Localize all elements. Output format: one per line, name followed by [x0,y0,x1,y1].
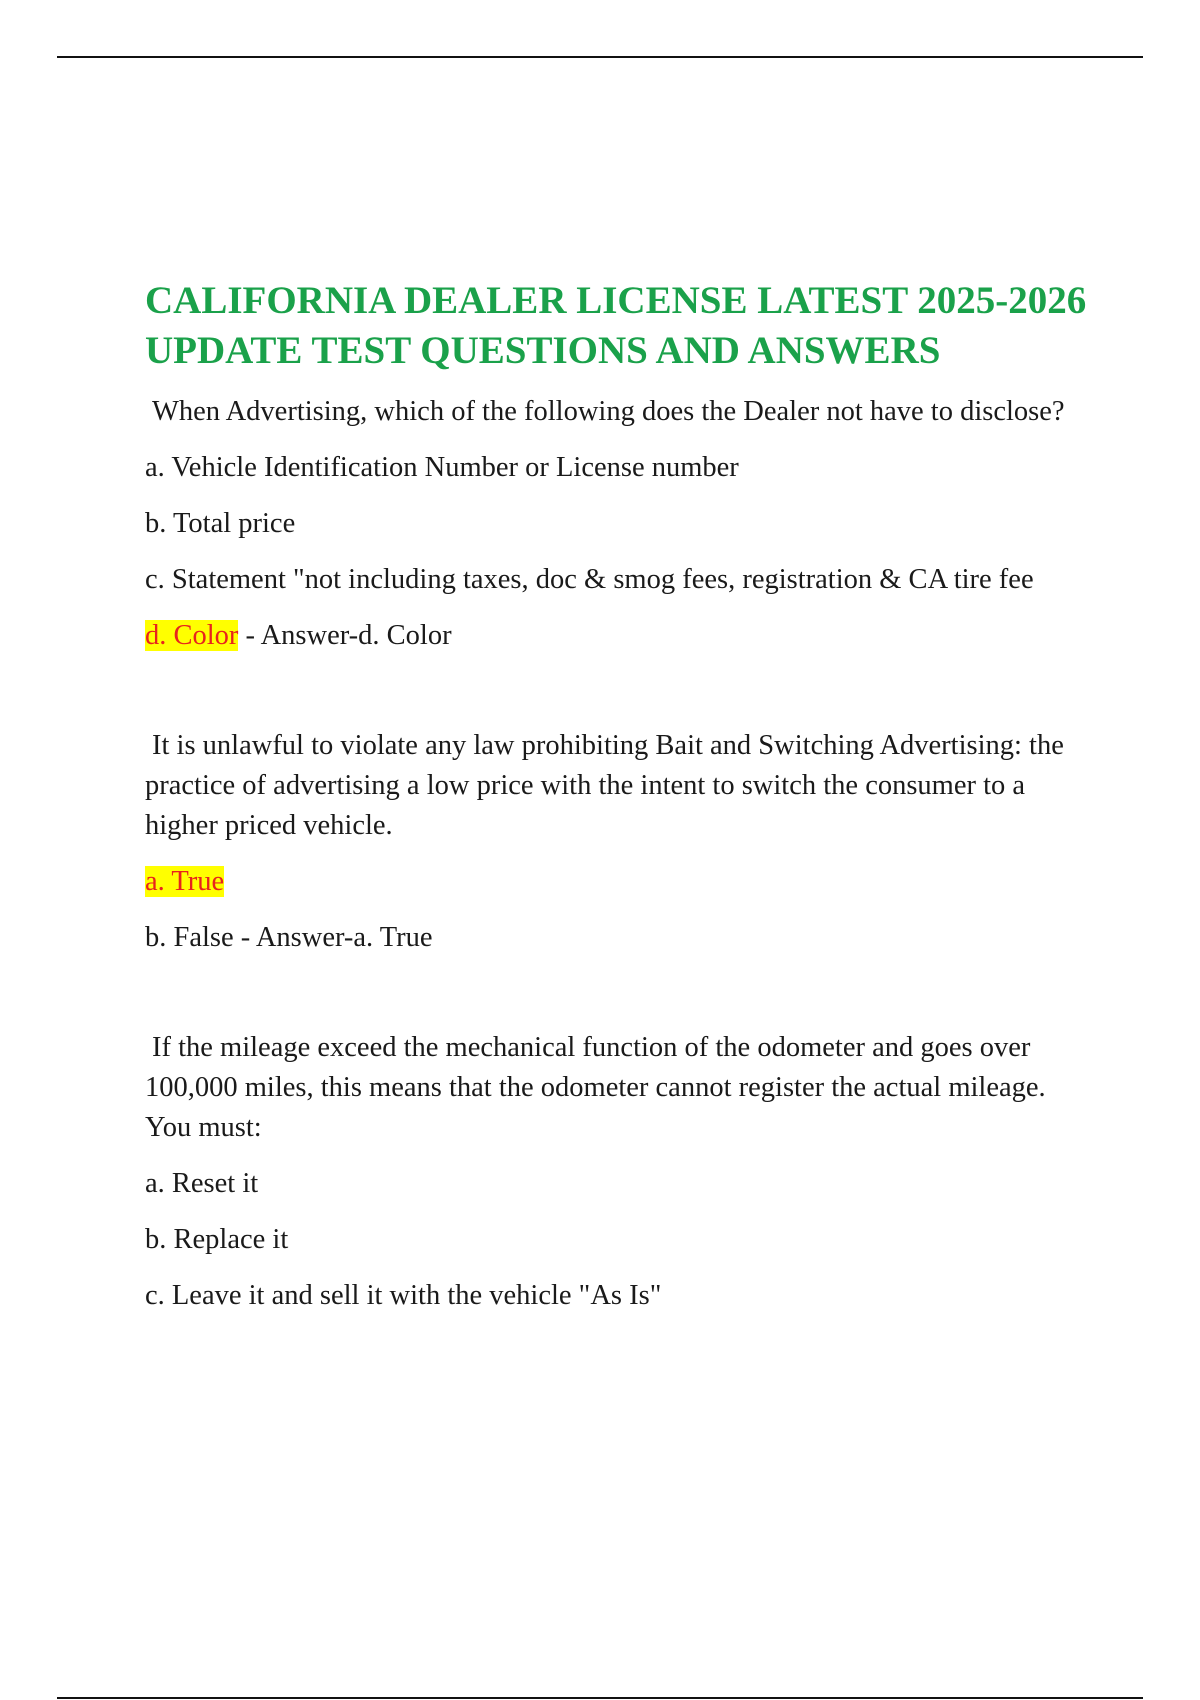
section-spacer [145,672,1095,726]
answer-option: b. Total price [145,508,296,539]
answer-key: - Answer-d. Color [238,620,452,651]
answer-option: c. Leave it and sell it with the vehicle "As Is" [145,1280,662,1311]
question-text: If the mileage exceed the mechanical function of the odometer and goes over 100,000 miles, this means that the odometer cannot register the actual mileage. You must: [145,1032,1046,1143]
highlighted-answer: a. True [145,866,225,897]
footer-rule [57,1697,1143,1699]
question-text: When Advertising, which of the following does the Dealer not have to disclose? [152,396,1065,427]
answer-option: b. Replace it [145,1224,289,1255]
document-body [145,276,1095,1332]
answer-option: b. False - Answer-a. True [145,922,433,953]
answer-option: c. Statement "not including taxes, doc & smog fees, registration & CA tire fee [145,564,1034,595]
question-block-2 [145,726,1095,958]
question-block-1 [145,392,1095,656]
answer-option-correct [145,862,1095,902]
question-block-3 [145,1028,1095,1316]
highlighted-answer: d. Color [145,620,239,651]
section-spacer [145,974,1095,1028]
document-title: CALIFORNIA DEALER LICENSE LATEST 2025-2026 UPDATE TEST QUESTIONS AND ANSWERS [145,279,1087,372]
question-text: It is unlawful to violate any law prohibiting Bait and Switching Advertising: the practice of advertising a low price with the intent to switch the consumer to a higher priced vehicle. [145,730,1064,841]
answer-option: a. Reset it [145,1168,259,1199]
header-rule [57,56,1143,58]
answer-option-correct [145,616,1095,656]
answer-option: a. Vehicle Identification Number or License number [145,452,739,483]
